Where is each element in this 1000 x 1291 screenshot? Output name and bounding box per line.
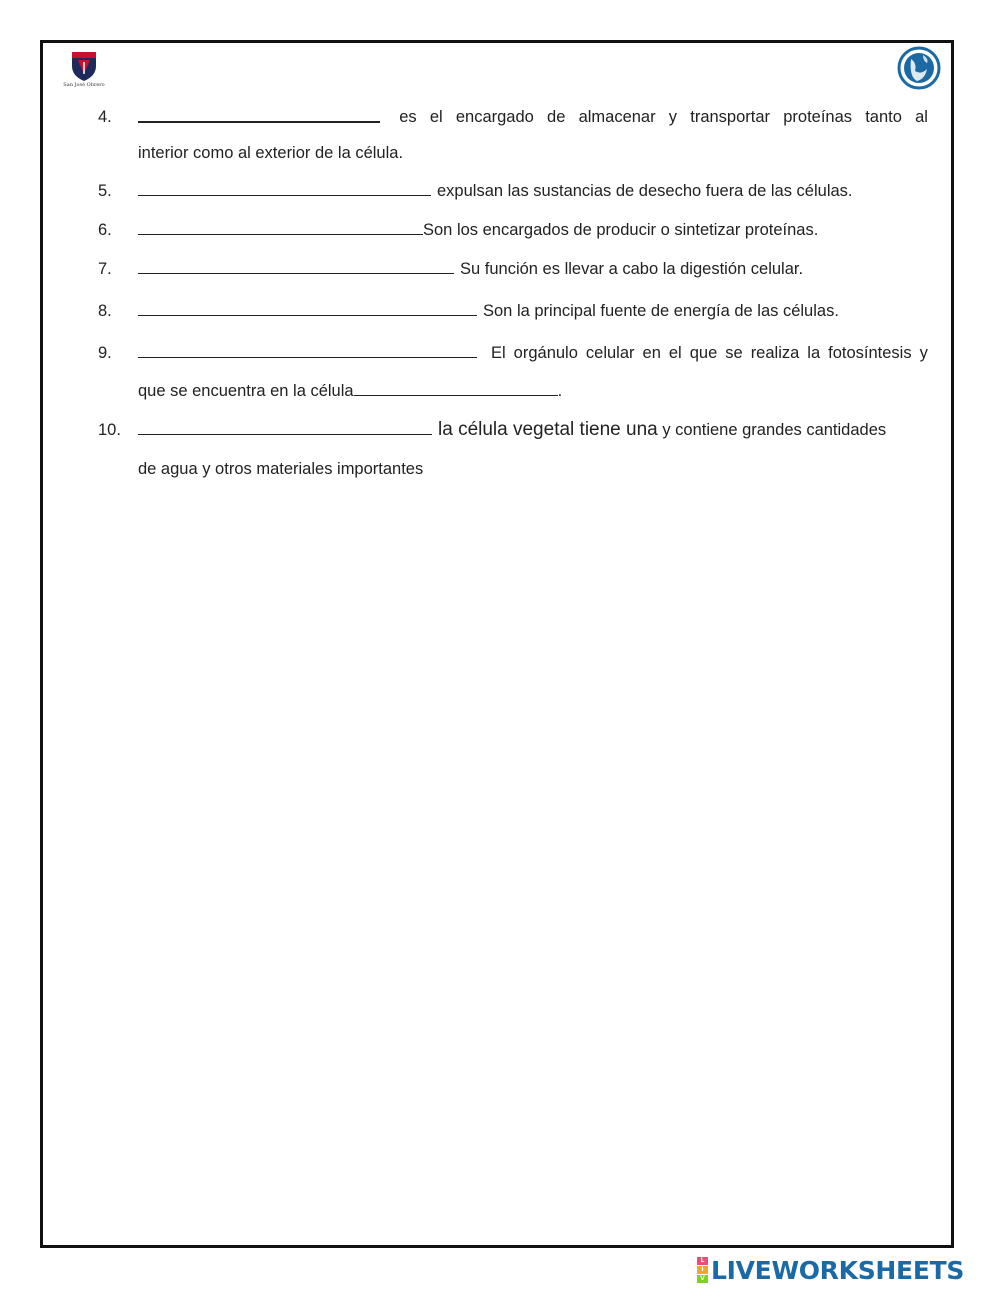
question-number: 10.: [98, 421, 121, 439]
question-number: 6.: [98, 221, 112, 239]
answer-blank-9b[interactable]: [354, 381, 558, 396]
answer-blank-7[interactable]: [138, 259, 454, 274]
svg-text:San José Obrero: San José Obrero: [63, 82, 105, 88]
question-4: [98, 107, 928, 167]
answer-blank-8[interactable]: [138, 301, 477, 316]
question-6: 6. Son los encargados de producir o sintetizar proteínas.: [98, 221, 819, 239]
question-number: 4.: [98, 108, 112, 126]
answer-blank-5[interactable]: [138, 181, 431, 196]
question-9: [98, 343, 928, 403]
question-9-line-2: que se encuentra en la célula .: [138, 382, 563, 400]
question-7: 7. Su función es llevar a cabo la digestión celular.: [98, 260, 804, 278]
answer-blank-4[interactable]: [138, 107, 380, 123]
question-4-line-2: interior como al exterior de la célula.: [138, 144, 404, 162]
question-10-line-2: de agua y otros materiales importantes: [138, 460, 424, 478]
answer-blank-9[interactable]: [138, 343, 477, 358]
brand-squares-icon: L I V: [697, 1257, 708, 1283]
liveworksheets-logo[interactable]: [697, 1254, 964, 1286]
question-number: 5.: [98, 182, 112, 200]
question-4-line-1: es el encargado de almacenar y transportar proteínas tanto al: [138, 107, 928, 127]
question-5: 5. expulsan las sustancias de desecho fuera de las células.: [98, 182, 853, 200]
question-number: 8.: [98, 302, 112, 320]
question-8: 8. Son la principal fuente de energía de las células.: [98, 302, 839, 320]
question-10: 10. la célula vegetal tiene una y contiene grandes cantidades de agua y otros materiales importantes: [98, 420, 928, 480]
answer-blank-10[interactable]: [138, 420, 432, 435]
question-9-line-1: El orgánulo celular en el que se realiza la fotosíntesis y: [138, 343, 928, 363]
globe-logo: [893, 45, 945, 91]
question-number: 7.: [98, 260, 112, 278]
answer-blank-6[interactable]: [138, 220, 423, 235]
school-logo: [58, 50, 110, 90]
brand-text: LIVEWORKSHEETS: [711, 1255, 965, 1285]
question-number: 9.: [98, 344, 112, 362]
